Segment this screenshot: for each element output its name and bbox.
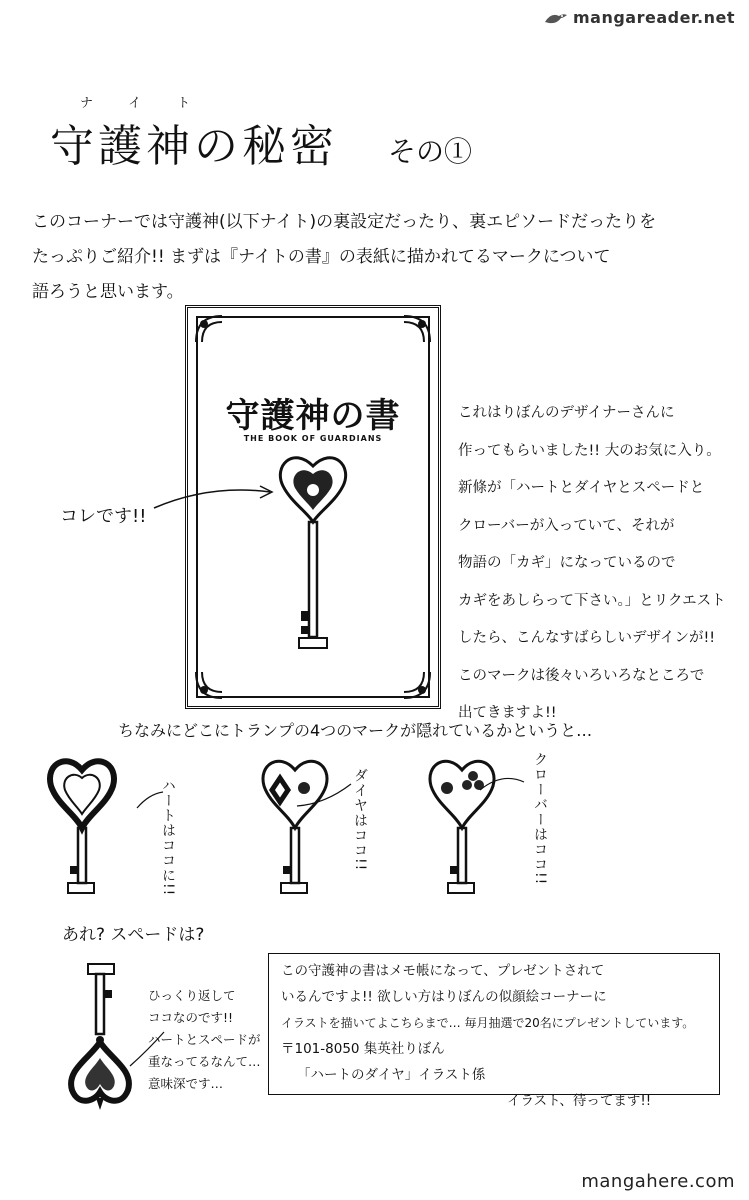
book-subtitle: THE BOOK OF GUARDIANS xyxy=(243,434,383,443)
heart-key-icon xyxy=(45,748,120,903)
book-title: 守護神の書 xyxy=(225,396,401,436)
designer-note-line: したら、こんなすばらしいデザインが!! xyxy=(458,630,716,646)
ornament-corner-icon xyxy=(192,668,232,702)
present-address: 「ハートのダイヤ」イラスト係 xyxy=(297,1067,486,1083)
watermark-top xyxy=(543,8,735,28)
intro-line: 語ろうと思います。 xyxy=(32,282,184,302)
present-info-box xyxy=(268,953,720,1109)
designer-note-line: 新條が「ハートとダイヤとスペードと xyxy=(458,480,705,496)
intro-text xyxy=(32,205,672,310)
designer-note-line: これはりぼんのデザイナーさんに xyxy=(458,405,675,421)
designer-note-line: 出てきますよ!! xyxy=(458,705,557,721)
clover-label: クローバーはココ!! xyxy=(532,752,548,886)
watermark-bottom: mangahere.com xyxy=(581,1171,735,1192)
designer-note-line: カギをあしらって下さい。」とリクエスト xyxy=(458,592,726,609)
arrow-right-icon xyxy=(150,478,280,518)
designer-note xyxy=(458,395,748,733)
bird-logo-icon xyxy=(543,10,569,28)
designer-note-line: 作ってもらいました!! 大のお気に入り。 xyxy=(458,442,721,459)
present-info-line: イラストを描いてよこちらまで… 毎月抽選で20名にプレゼントしています。 xyxy=(281,1016,695,1030)
spade-note-line: ココなのです!! xyxy=(148,1010,234,1025)
page-subtitle: その① xyxy=(388,135,473,168)
intro-line: たっぷりご紹介!! まずは『ナイトの書』の表紙に描かれてるマークについて xyxy=(32,247,611,267)
present-signoff: イラスト、待ってます!! xyxy=(507,1093,652,1109)
present-info-line: いるんですよ!! 欲しい方はりぼんの似顔絵コーナーに xyxy=(281,989,607,1005)
spade-note-line: 重なってるなんて… xyxy=(148,1054,261,1069)
designer-note-line: 物語の「カギ」になっているので xyxy=(458,555,676,571)
spade-note-line: ハートとスペードが xyxy=(148,1032,261,1047)
intro-line: このコーナーでは守護神(以下ナイト)の裏設定だったり、裏エピソードだったりを xyxy=(32,212,657,232)
ornament-corner-icon xyxy=(394,312,434,346)
pointer-line-icon xyxy=(128,1030,168,1070)
diamond-label: ダイヤはココ!! xyxy=(352,768,368,872)
designer-note-line: このマークは後々いろいろなところで xyxy=(458,667,705,684)
present-address: 〒101-8050 集英社りぼん xyxy=(281,1041,445,1057)
ornament-corner-icon xyxy=(394,668,434,702)
present-info-line: この守護神の書はメモ帳になって、プレゼントされて xyxy=(281,963,605,979)
spade-question: あれ? スペードは? xyxy=(62,925,205,945)
present-info-text xyxy=(281,958,694,1114)
page-title: 守護神の秘密 xyxy=(50,121,338,172)
key-emblem-icon xyxy=(273,446,353,656)
heart-label: ハートはココに!! xyxy=(160,778,176,897)
pointer-line-icon xyxy=(478,770,528,800)
spade-note-line: ひっくり返して xyxy=(148,988,236,1003)
pointer-line-icon xyxy=(295,780,355,810)
designer-note-line: クローバーが入っていて、それが xyxy=(458,517,675,534)
ornament-corner-icon xyxy=(192,312,232,346)
spade-note-line: 意味深です… xyxy=(148,1076,224,1091)
pointer-label: コレです!! xyxy=(60,506,147,527)
diamond-key-icon xyxy=(258,748,333,903)
suits-intro: ちなみにどこにトランプの4つのマークが隠れているかというと… xyxy=(118,721,593,740)
watermark-top-text: mangareader.net xyxy=(572,8,735,27)
heading-ruby: ナイト xyxy=(80,96,227,111)
